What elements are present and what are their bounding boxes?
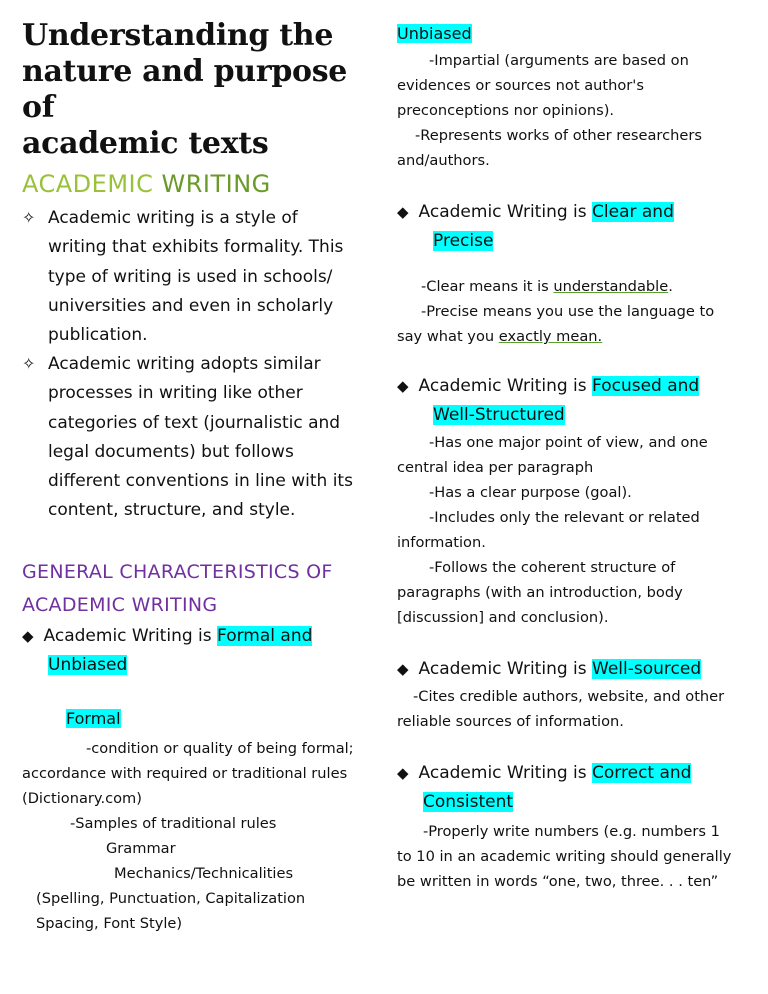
well-sourced-item: ◆ Academic Writing is Well-sourced — [397, 659, 702, 679]
diamond-bullet-icon: ◆ — [397, 377, 409, 395]
star-bullet-icon: ✧ — [22, 208, 36, 227]
bullet-text-2: Academic writing adopts similar processes in writing like other categories of text (journalistic and legal documents) but follows different conventions in line with its content, structure, and style. — [48, 354, 353, 521]
diamond-bullet-icon: ◆ — [397, 203, 409, 221]
formal-definition: -condition or quality of being formal; accordance with required or traditional rules (Dictionary.com) — [22, 740, 354, 807]
formal-label: Formal — [66, 709, 121, 728]
clear-precise-text: -Clear means it is understandable. -Precise means you use the language to say what you exactly mean. — [397, 278, 715, 345]
bullet-text-1: Academic writing is a style of writing that exhibits formality. This type of writing is used in schools/ universities and even in scholarly publication. — [48, 208, 344, 346]
star-bullet-icon: ✧ — [22, 354, 36, 373]
diamond-bullet-icon: ◆ — [22, 627, 34, 645]
clear-precise-item: ◆ Academic Writing is Clear and Precise — [397, 202, 674, 252]
formal-unbiased-item: ◆ Academic Writing is Formal and Unbiased — [22, 626, 313, 676]
mechanics-details: (Spelling, Punctuation, Capitalization Spacing, Font Style) — [36, 890, 306, 932]
correct-consistent-text: -Properly write numbers (e.g. numbers 1 to 10 in an academic writing should generally be written in words “one, two, three. . . ten” — [397, 823, 732, 890]
samples-text: -Samples of traditional rules — [70, 815, 277, 832]
correct-consistent-item: ◆ Academic Writing is Correct and Consistent — [397, 763, 692, 813]
well-sourced-text: -Cites credible authors, website, and other reliable sources of information. — [397, 688, 725, 730]
page-title: Understanding the nature and purpose of academic texts — [22, 18, 348, 161]
grammar-text: Grammar — [106, 840, 176, 857]
focused-text: -Has one major point of view, and one central idea per paragraph -Has a clear purpose (goal). -Includes only the relevant or related information. -Follows the coherent structure of paragraphs (with an introduction, body [discussion] and conclusion). — [397, 434, 708, 626]
academic-writing-heading: ACADEMIC WRITING — [22, 170, 271, 198]
unbiased-label: Unbiased — [397, 24, 472, 43]
focused-item: ◆ Academic Writing is Focused and Well-Structured — [397, 376, 700, 426]
diamond-bullet-icon: ◆ — [397, 660, 409, 678]
diamond-bullet-icon: ◆ — [397, 764, 409, 782]
mechanics-text: Mechanics/Technicalities — [114, 865, 294, 882]
general-characteristics-heading: GENERAL CHARACTERISTICS OF ACADEMIC WRITING — [22, 561, 333, 616]
unbiased-text: -Impartial (arguments are based on evidences or sources not author's preconceptions nor opinions). -Represents works of other researchers and/authors. — [397, 52, 702, 169]
